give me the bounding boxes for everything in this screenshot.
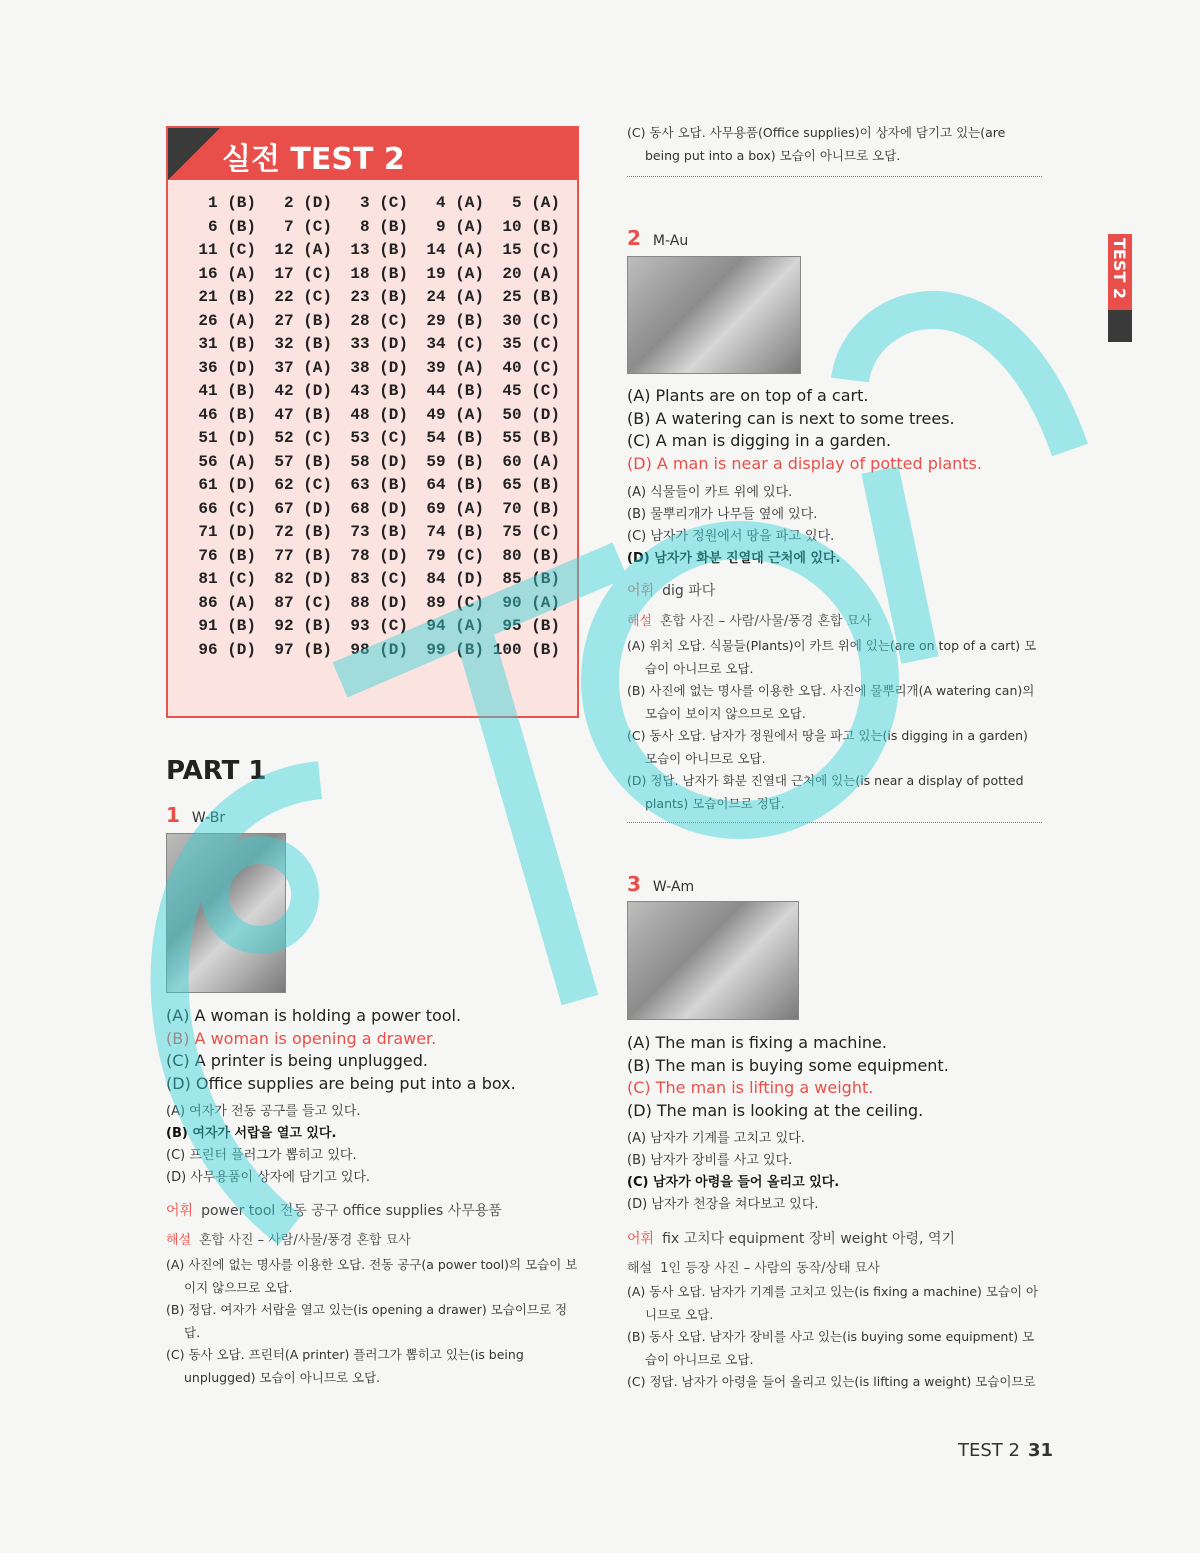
- q2-options: [627, 385, 1047, 475]
- q1-photo: [166, 833, 286, 993]
- answer-cell: 62 (C): [274, 476, 332, 494]
- answer-cell: 46 (B): [198, 405, 256, 424]
- q1-voice: W-Br: [191, 810, 226, 826]
- answer-cell: 18 (B): [350, 264, 408, 283]
- q1-vocab-text: power tool 전동 공구 office supplies 사무용품: [201, 1203, 502, 1219]
- answer-cell: 83 (C): [350, 570, 408, 588]
- answer-cell: 41 (B): [198, 382, 256, 400]
- answer-cell: 93 (C): [350, 617, 408, 635]
- answer-cell: 47 (B): [274, 405, 332, 424]
- answer-cell: 59 (B): [426, 452, 484, 471]
- answer-cell: 97 (B): [274, 640, 332, 659]
- q1-ko-c: (C) 프린터 플러그가 뽑히고 있다.: [166, 1148, 357, 1163]
- answer-cell: 58 (D): [350, 452, 408, 471]
- answer-cell: 63 (B): [350, 476, 408, 494]
- answer-cell: 11 (C): [198, 241, 256, 259]
- answer-cell: 75 (C): [502, 523, 560, 541]
- q1-ko-a: (A) 여자가 전동 공구를 들고 있다.: [166, 1104, 361, 1119]
- answer-cell: 48 (D): [350, 405, 408, 424]
- q1-option-c: (C) A printer is being unplugged.: [166, 1051, 428, 1070]
- answer-cell: 45 (C): [502, 382, 560, 400]
- q1-expl-label: 해설: [166, 1233, 192, 1248]
- q2-expl-d: (D) 정답. 남자가 화분 진열대 근처에 있는(is near a display of potted plants) 모습이므로 정답.: [627, 773, 1024, 811]
- answer-cell: 35 (C): [502, 335, 560, 353]
- answer-cell: 13 (B): [350, 241, 408, 259]
- q2-expl-label: 해설: [627, 614, 653, 629]
- q2-explanations: [627, 635, 1042, 815]
- answer-cell: 3 (C): [359, 194, 408, 212]
- answer-cell: 20 (A): [502, 264, 560, 283]
- answer-grid: [186, 194, 566, 659]
- answer-cell: 44 (B): [426, 382, 484, 400]
- answer-cell: 70 (B): [502, 499, 560, 518]
- q2-vocab-label: 어휘: [627, 583, 655, 599]
- answer-cell: 88 (D): [350, 593, 408, 612]
- answer-cell: 80 (B): [502, 546, 560, 565]
- q3-option-a: (A) The man is fixing a machine.: [627, 1033, 887, 1052]
- answer-cell: 9 (A): [435, 217, 484, 236]
- q1-options: [166, 1005, 586, 1095]
- answer-cell: 43 (B): [350, 382, 408, 400]
- answer-cell: 40 (C): [502, 358, 560, 377]
- answer-cell: 42 (D): [274, 382, 332, 400]
- q3-option-b: (B) The man is buying some equipment.: [627, 1055, 949, 1075]
- answer-cell: 68 (D): [350, 499, 408, 518]
- q1-vocab: [166, 1200, 586, 1220]
- answer-cell: 54 (B): [426, 429, 484, 447]
- divider: [627, 822, 1042, 823]
- answer-cell: 36 (D): [198, 358, 256, 377]
- answer-cell: 24 (A): [426, 288, 484, 306]
- side-tab: [1108, 234, 1132, 342]
- q1-ko-d: (D) 사무용품이 상자에 담기고 있다.: [166, 1170, 371, 1185]
- q1-expl-header: [166, 1229, 586, 1248]
- answer-cell: 61 (D): [198, 476, 256, 494]
- q2-vocab-text: dig 파다: [662, 583, 716, 599]
- q2-number: 2: [627, 226, 641, 250]
- answer-cell: 65 (B): [502, 476, 560, 494]
- answer-cell: 8 (B): [359, 217, 408, 236]
- answer-cell: 85 (B): [502, 570, 560, 588]
- q1-option-b: (B) A woman is opening a drawer.: [166, 1028, 437, 1048]
- q2-translation: [627, 482, 1047, 570]
- q2-expl-c: (C) 동사 오답. 남자가 정원에서 땅을 파고 있는(is digging in a garden) 모습이 아니므로 오답.: [627, 728, 1028, 766]
- answer-key-header: [168, 128, 577, 180]
- q1-expl-d: (C) 동사 오답. 사무용품(Office supplies)이 상자에 담기고 있는(are being put into a box) 모습이 아니므로 오답.: [627, 125, 1006, 163]
- q1-number: 1: [166, 803, 180, 827]
- side-tab-label: TEST 2: [1110, 238, 1129, 299]
- answer-cell: 74 (B): [426, 523, 484, 541]
- answer-cell: 89 (C): [426, 593, 484, 612]
- answer-cell: 39 (A): [426, 358, 484, 377]
- q3-option-c: (C) The man is lifting a weight.: [627, 1078, 874, 1097]
- answer-cell: 21 (B): [198, 288, 256, 306]
- answer-cell: 76 (B): [198, 546, 256, 565]
- q2-option-c: (C) A man is digging in a garden.: [627, 431, 892, 450]
- answer-cell: 79 (C): [426, 546, 484, 565]
- page-number: 31: [1027, 1440, 1054, 1461]
- answer-cell: 60 (A): [502, 452, 560, 471]
- answer-cell: 5 (A): [511, 194, 560, 212]
- answer-cell: 6 (B): [207, 217, 256, 236]
- q2-voice: M-Au: [652, 233, 689, 249]
- q2-ko-d: (D) 남자가 화분 진열대 근처에 있다.: [627, 551, 841, 566]
- q3-expl-a: (A) 동사 오답. 남자가 기계를 고치고 있는(is fixing a machine) 모습이 아니므로 오답.: [627, 1284, 1039, 1322]
- q3-expl-label: 해설: [627, 1261, 653, 1276]
- answer-cell: 69 (A): [426, 499, 484, 518]
- answer-cell: 15 (C): [502, 241, 560, 259]
- q3-translation: [627, 1128, 1047, 1216]
- answer-cell: 73 (B): [350, 523, 408, 541]
- q2-expl-a: (A) 위치 오답. 식물들(Plants)이 카트 위에 있는(are on top of a cart) 모습이 아니므로 오답.: [627, 638, 1037, 676]
- answer-cell: 91 (B): [198, 617, 256, 635]
- answer-cell: 95 (B): [502, 617, 560, 635]
- q2-expl-header: [627, 610, 1047, 629]
- answer-cell: 78 (D): [350, 546, 408, 565]
- q1-continued: [627, 122, 1042, 167]
- answer-cell: 25 (B): [502, 288, 560, 306]
- q2-option-d: (D) A man is near a display of potted plants.: [627, 453, 982, 473]
- q3-ko-d: (D) 남자가 천장을 쳐다보고 있다.: [627, 1197, 819, 1212]
- header-triangle: [168, 128, 220, 180]
- answer-cell: 66 (C): [198, 499, 256, 518]
- answer-cell: 64 (B): [426, 476, 484, 494]
- q2-ko-b: (B) 물뿌리개가 나무들 옆에 있다.: [627, 507, 818, 522]
- q3-ko-c: (C) 남자가 아령을 들어 올리고 있다.: [627, 1175, 840, 1190]
- q3-expl-b: (B) 동사 오답. 남자가 장비를 사고 있는(is buying some equipment) 모습이 아니므로 오답.: [627, 1329, 1035, 1367]
- answer-key: [166, 126, 579, 718]
- answer-cell: 16 (A): [198, 264, 256, 283]
- answer-cell: 4 (A): [435, 194, 484, 212]
- q3-photo: [627, 901, 799, 1020]
- answer-cell: 22 (C): [274, 288, 332, 306]
- answer-cell: 2 (D): [283, 194, 332, 212]
- answer-cell: 51 (D): [198, 429, 256, 447]
- answer-cell: 26 (A): [198, 311, 256, 330]
- answer-cell: 87 (C): [274, 593, 332, 612]
- answer-cell: 32 (B): [274, 335, 332, 353]
- q1-header: [166, 803, 225, 827]
- q3-vocab: [627, 1228, 1047, 1248]
- answer-cell: 72 (B): [274, 523, 332, 541]
- page-footer: [958, 1440, 1053, 1461]
- answer-cell: 86 (A): [198, 593, 256, 612]
- answer-cell: 84 (D): [426, 570, 484, 588]
- answer-cell: 31 (B): [198, 335, 256, 353]
- answer-cell: 27 (B): [274, 311, 332, 330]
- answer-cell: 37 (A): [274, 358, 332, 377]
- answer-cell: 67 (D): [274, 499, 332, 518]
- q3-explanations: [627, 1281, 1042, 1394]
- q1-expl-a: (A) 사진에 없는 명사를 이용한 오답. 전동 공구(a power tool)의 모습이 보이지 않으므로 오답.: [166, 1257, 578, 1295]
- q3-expl-title: 1인 등장 사진 – 사람의 동작/상태 묘사: [660, 1261, 880, 1276]
- answer-cell: 28 (C): [350, 311, 408, 330]
- answer-cell: 77 (B): [274, 546, 332, 565]
- footer-label: TEST 2: [958, 1440, 1020, 1461]
- answer-cell: 30 (C): [502, 311, 560, 330]
- answer-cell: 82 (D): [274, 570, 332, 588]
- answer-cell: 7 (C): [283, 217, 332, 236]
- q3-option-d: (D) The man is looking at the ceiling.: [627, 1100, 924, 1120]
- part-title: PART 1: [166, 756, 267, 786]
- q3-expl-header: [627, 1257, 1047, 1276]
- q2-ko-a: (A) 식물들이 카트 위에 있다.: [627, 485, 793, 500]
- q2-expl-title: 혼합 사진 – 사람/사물/풍경 혼합 묘사: [660, 614, 872, 629]
- q1-expl-c: (C) 동사 오답. 프린터(A printer) 플러그가 뽑히고 있는(is being unplugged) 모습이 아니므로 오답.: [166, 1347, 524, 1385]
- answer-cell: 57 (B): [274, 452, 332, 471]
- answer-cell: 19 (A): [426, 264, 484, 283]
- q2-ko-c: (C) 남자가 정원에서 땅을 파고 있다.: [627, 529, 835, 544]
- q2-option-a: (A) Plants are on top of a cart.: [627, 386, 869, 405]
- answer-cell: 49 (A): [426, 405, 484, 424]
- answer-cell: 96 (D): [198, 640, 256, 659]
- answer-cell: 38 (D): [350, 358, 408, 377]
- answer-cell: 55 (B): [502, 429, 560, 447]
- answer-cell: 17 (C): [274, 264, 332, 283]
- q2-vocab: [627, 580, 1047, 600]
- q1-expl-title: 혼합 사진 – 사람/사물/풍경 혼합 묘사: [199, 1233, 411, 1248]
- q3-vocab-text: fix 고치다 equipment 장비 weight 아령, 역기: [662, 1231, 955, 1247]
- answer-cell: 56 (A): [198, 452, 256, 471]
- answer-cell: 23 (B): [350, 288, 408, 306]
- answer-cell: 14 (A): [426, 241, 484, 259]
- answer-cell: 52 (C): [274, 429, 332, 447]
- answer-cell: 81 (C): [198, 570, 256, 588]
- answer-cell: 99 (B): [426, 640, 484, 659]
- q3-expl-c: (C) 정답. 남자가 아령을 들어 올리고 있는(is lifting a weight) 모습이므로: [627, 1374, 1036, 1389]
- q1-vocab-label: 어휘: [166, 1203, 194, 1219]
- q1-explanations: [166, 1254, 581, 1389]
- q3-voice: W-Am: [652, 879, 695, 895]
- answer-cell: 98 (D): [350, 640, 408, 659]
- answer-cell: 1 (B): [207, 194, 256, 212]
- q3-options: [627, 1032, 1047, 1122]
- answer-cell: 53 (C): [350, 429, 408, 447]
- answer-cell: 50 (D): [502, 405, 560, 424]
- q2-photo: [627, 256, 801, 374]
- answer-cell: 33 (D): [350, 335, 408, 353]
- q2-expl-b: (B) 사진에 없는 명사를 이용한 오답. 사진에 물뿌리개(A watering can)의 모습이 보이지 않으므로 오답.: [627, 683, 1035, 721]
- divider: [627, 176, 1042, 177]
- answer-key-title: 실전 TEST 2: [222, 142, 405, 177]
- q2-option-b: (B) A watering can is next to some trees.: [627, 408, 955, 428]
- answer-cell: 90 (A): [502, 593, 560, 612]
- answer-cell: 94 (A): [426, 617, 484, 635]
- q2-header: [627, 226, 688, 250]
- answer-cell: 10 (B): [502, 217, 560, 236]
- q1-expl-b: (B) 정답. 여자가 서랍을 열고 있는(is opening a drawer) 모습이므로 정답.: [166, 1302, 568, 1340]
- answer-cell: 71 (D): [198, 523, 256, 541]
- q1-ko-b: (B) 여자가 서랍을 열고 있다.: [166, 1126, 337, 1141]
- q3-ko-a: (A) 남자가 기계를 고치고 있다.: [627, 1131, 805, 1146]
- answer-cell: 29 (B): [426, 311, 484, 330]
- q1-option-d: (D) Office supplies are being put into a box.: [166, 1073, 516, 1093]
- q1-translation: [166, 1101, 586, 1189]
- q3-vocab-label: 어휘: [627, 1231, 655, 1247]
- q3-ko-b: (B) 남자가 장비를 사고 있다.: [627, 1153, 793, 1168]
- answer-cell: 100 (B): [492, 640, 560, 659]
- answer-cell: 12 (A): [274, 241, 332, 259]
- q1-option-a: (A) A woman is holding a power tool.: [166, 1006, 462, 1025]
- answer-cell: 92 (B): [274, 617, 332, 635]
- answer-cell: 34 (C): [426, 335, 484, 353]
- q3-header: [627, 872, 694, 896]
- q3-number: 3: [627, 872, 641, 896]
